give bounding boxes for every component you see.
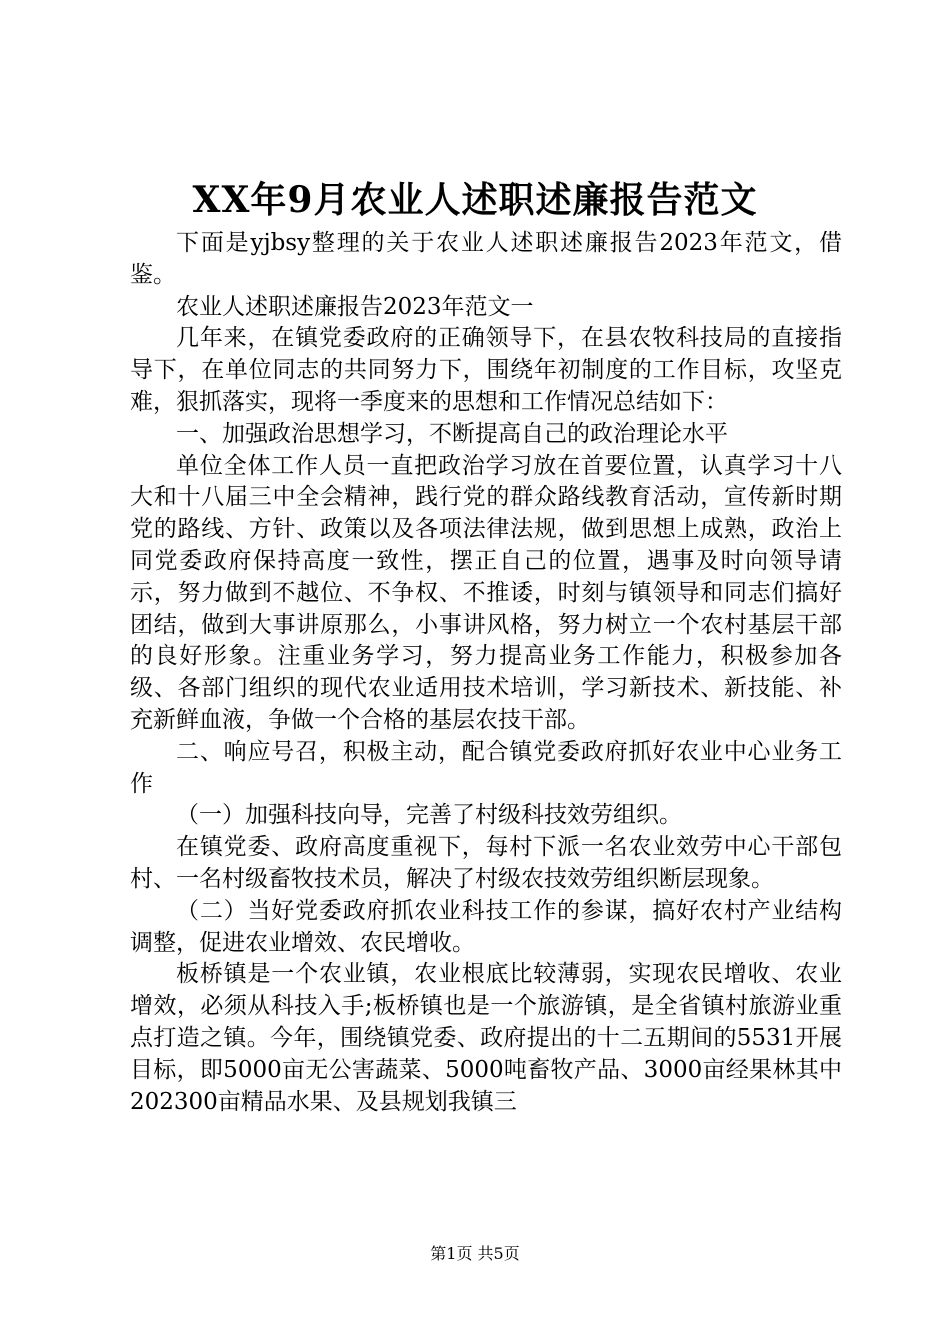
- paragraph-subtitle: 农业人述职述廉报告2023年范文一: [176, 293, 534, 320]
- paragraph-subsection-1: 在镇党委、政府高度重视下，每村下派一名农业效劳中心干部包村、一名村级畜牧技术员，解决了村级农技效劳组织断层现象。: [130, 834, 842, 892]
- paragraph-section-1: 单位全体工作人员一直把政治学习放在首要位置，认真学习十八大和十八届三中全会精神，践行党的群众路线教育活动，宣传新时期党的路线、方针、政策以及各项法律法规，做到思想上成熟，政治上同党委政府保持高度一致性，摆正自己的位置，遇事及时向领导请示，努力做到不越位、不争权、不推诿，时刻与镇领导和同志们搞好团结，做到大事讲原那么，小事讲风格，努力树立一个农村基层干部的良好形象。注重业务学习，努力提高业务工作能力，积极参加各级、各部门组织的现代农业适用技术培训，学习新技术、新技能、补充新鲜血液，争做一个合格的基层农技干部。: [130, 452, 842, 733]
- section-heading-1: 一、加强政治思想学习，不断提高自己的政治理论水平: [176, 420, 728, 447]
- section-heading-2: 二、响应号召，积极主动，配合镇党委政府抓好农业中心业务工作: [130, 738, 842, 797]
- subsection-heading-1: （一）加强科技向导，完善了村级科技效劳组织。: [176, 802, 682, 829]
- document-title: XX年9月农业人述职述廉报告范文: [192, 179, 758, 221]
- subsection-heading-2: （二）当好党委政府抓农业科技工作的参谋，搞好农村产业结构调整，促进农业增效、农民增收。: [130, 897, 842, 956]
- paragraph-opening: 几年来，在镇党委政府的正确领导下，在县农牧科技局的直接指导下，在单位同志的共同努力下，围绕年初制度的工作目标，攻坚克难，狠抓落实，现将一季度来的思想和工作情况总结如下：: [130, 325, 842, 415]
- page-footer: 第1页 共5页: [430, 1244, 520, 1263]
- paragraph-intro: 下面是yjbsy整理的关于农业人述职述廉报告2023年范文，借鉴。: [130, 230, 842, 288]
- paragraph-subsection-2: 板桥镇是一个农业镇，农业根底比较薄弱，实现农民增收、农业增效，必须从科技入手;板桥镇也是一个旅游镇，是全省镇村旅游业重点打造之镇。今年，围绕镇党委、政府提出的十二五期间的5531开展目标，即5000亩无公害蔬菜、5000吨畜牧产品、3000亩经果林其中202300亩精品水果、及县规划我镇三: [130, 961, 842, 1115]
- document-body: [130, 228, 842, 1118]
